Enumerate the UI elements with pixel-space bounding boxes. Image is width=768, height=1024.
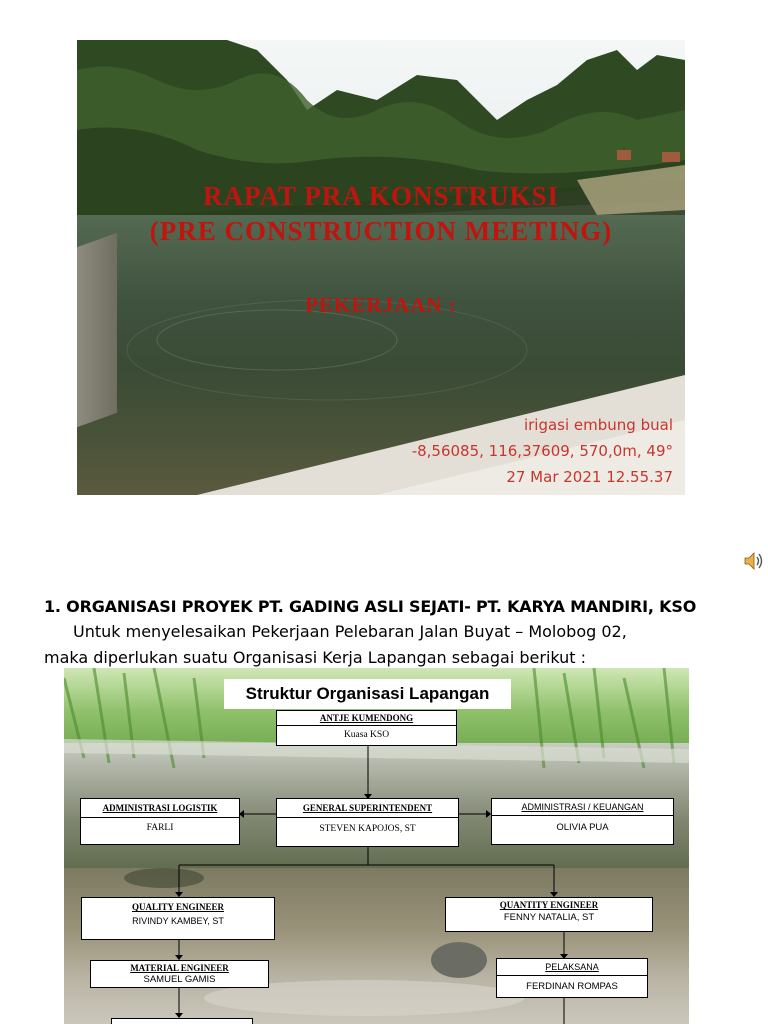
org-role-pelaksana: PELAKSANA: [545, 962, 599, 972]
org-name-general-superintendent: STEVEN KAPOJOS, ST: [277, 817, 458, 840]
org-chart-title: Struktur Organisasi Lapangan: [224, 679, 511, 709]
photo-stamp-datetime: 27 Mar 2021 12.55.37: [506, 468, 673, 486]
org-box-admin-keuangan: [491, 798, 674, 845]
org-box-pelaksana: [496, 958, 648, 998]
slide-subtitle: PEKERJAAN :: [305, 293, 457, 317]
org-name-quality-engineer: RIVINDY KAMBEY, ST: [132, 916, 224, 926]
org-role-kuasa-kso: Kuasa KSO: [277, 725, 456, 745]
org-name-admin-keuangan: OLIVIA PUA: [492, 815, 673, 840]
photo-stamp-coordinates: -8,56085, 116,37609, 570,0m, 49°: [411, 442, 673, 460]
org-role-admin-keuangan: ADMINISTRASI / KEUANGAN: [521, 802, 644, 812]
org-name-pelaksana: FERDINAN ROMPAS: [497, 975, 647, 998]
org-role-quality-engineer: QUALITY ENGINEER: [132, 902, 224, 912]
org-role-general-superintendent: GENERAL SUPERINTENDENT: [302, 803, 433, 813]
org-name-quantity-engineer: FENNY NATALIA, ST: [503, 912, 595, 923]
section-heading: 1. ORGANISASI PROYEK PT. GADING ASLI SEJATI- PT. KARYA MANDIRI, KSO: [44, 597, 697, 616]
org-box-kuasa-kso: [276, 710, 457, 746]
speaker-icon[interactable]: [742, 549, 766, 573]
slide-title-line1: RAPAT PRA KONSTRUKSI: [202, 181, 560, 211]
org-role-quantity-engineer: QUANTITY ENGINEER: [499, 900, 599, 910]
org-box-quality-engineer: [81, 897, 275, 940]
org-role-admin-logistik: ADMINISTRASI LOGISTIK: [102, 803, 218, 813]
org-box-quantity-engineer: [445, 897, 653, 932]
cover-slide-photo: [77, 40, 685, 495]
org-name-kuasa-kso: ANTJE KUMENDONG: [319, 713, 414, 723]
photo-stamp-location: irigasi embung bual: [523, 416, 673, 434]
org-chart-slide: [64, 668, 689, 1024]
org-name-material-engineer: SAMUEL GAMIS: [143, 974, 216, 985]
org-name-admin-logistik: FARLI: [81, 817, 239, 838]
org-box-material-engineer: [90, 960, 269, 988]
org-box-general-superintendent: [276, 798, 459, 847]
org-box-partial: [111, 1018, 253, 1024]
paragraph-line-2: maka diperlukan suatu Organisasi Kerja Lapangan sebagai berikut :: [44, 648, 587, 667]
paragraph-line-1: Untuk menyelesaikan Pekerjaan Pelebaran Jalan Buyat – Molobog 02,: [73, 622, 627, 641]
org-box-admin-logistik: [80, 798, 240, 845]
slide-title-line2: (PRE CONSTRUCTION MEETING): [149, 216, 613, 246]
org-role-material-engineer: MATERIAL ENGINEER: [130, 963, 229, 973]
